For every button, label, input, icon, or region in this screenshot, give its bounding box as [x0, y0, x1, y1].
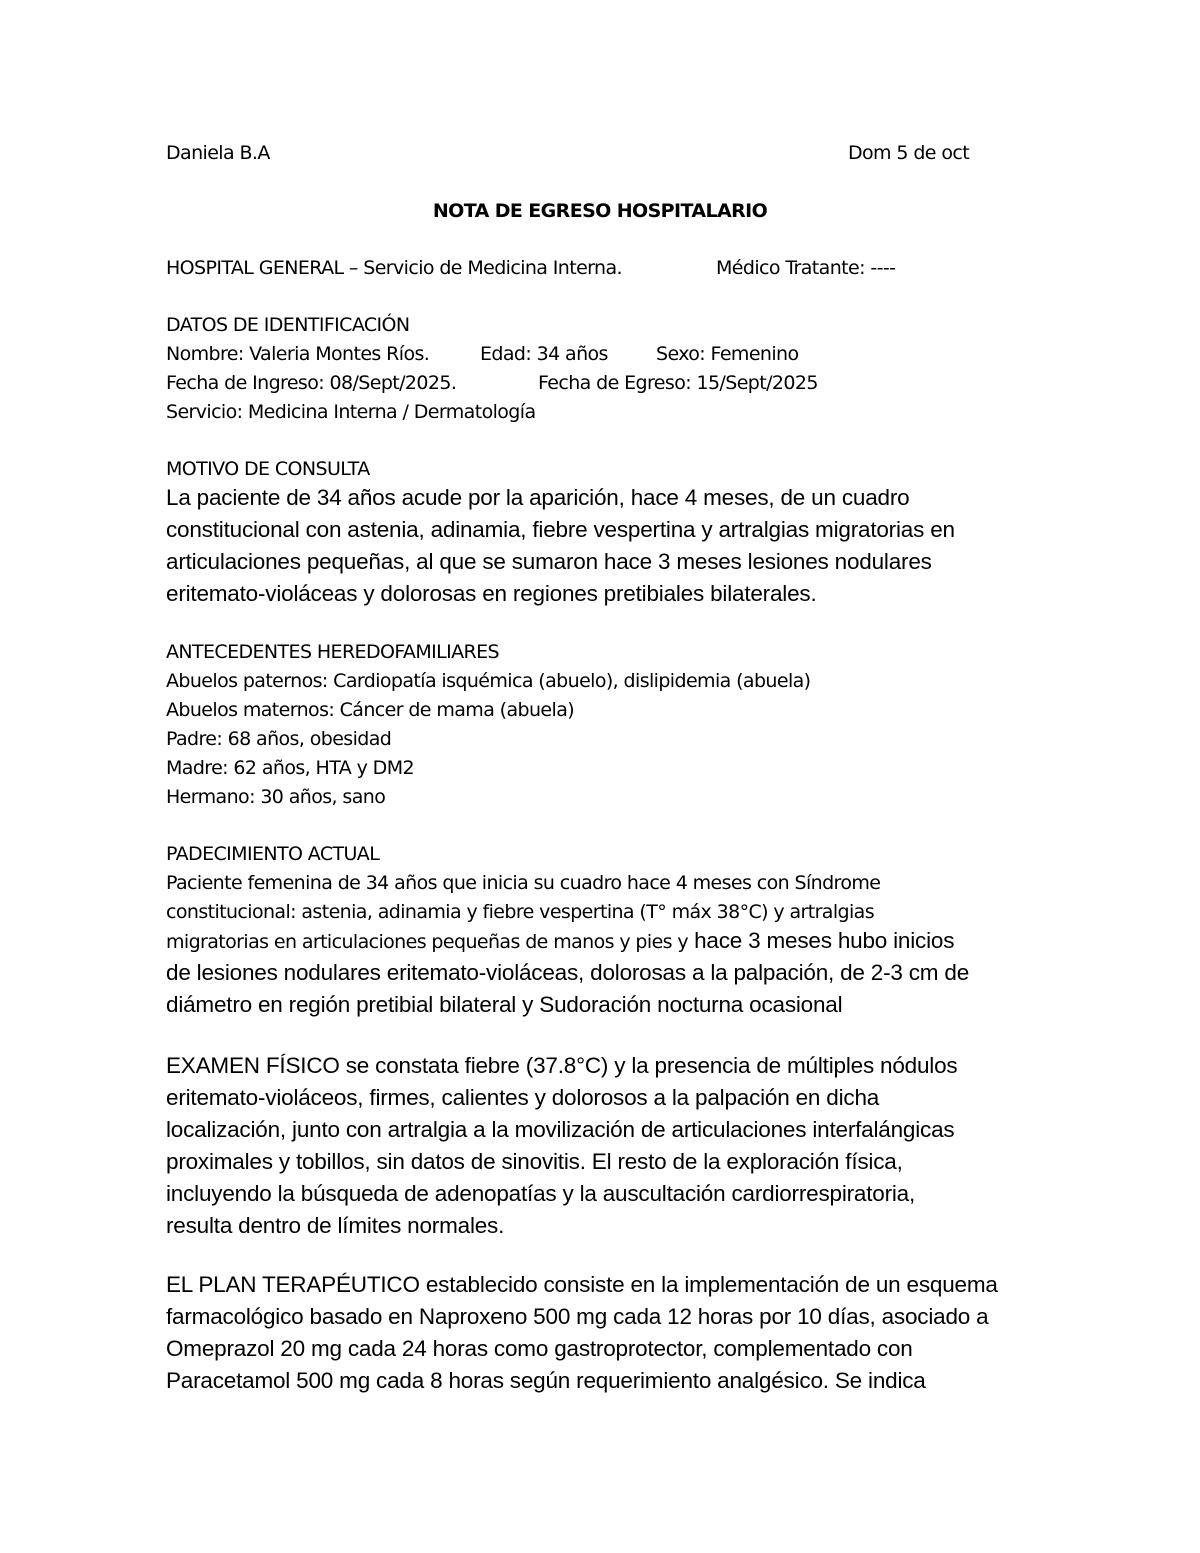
family-history-heading: ANTECEDENTES HEREDOFAMILIARES	[166, 641, 499, 663]
family-history-item: Hermano: 30 años, sano	[166, 786, 386, 808]
patient-sex: Sexo: Femenino	[656, 343, 799, 365]
family-history-item: Madre: 62 años, HTA y DM2	[166, 757, 414, 779]
hospital-service: HOSPITAL GENERAL – Servicio de Medicina Interna.	[166, 257, 622, 279]
patient-name: Nombre: Valeria Montes Ríos.	[166, 343, 430, 365]
admission-date: Fecha de Ingreso: 08/Sept/2025.	[166, 372, 457, 394]
physical-exam-line: incluyendo la búsqueda de adenopatías y la auscultación cardiorrespiratoria,	[166, 1181, 916, 1206]
document-title: NOTA DE EGRESO HOSPITALARIO	[432, 200, 768, 222]
consultation-line: constitucional con astenia, adinamia, fiebre vespertina y artralgias migratorias en	[166, 517, 955, 542]
current-illness-line: constitucional: astenia, adinamia y fiebre vespertina (T° máx 38°C) y artralgias	[166, 901, 875, 923]
family-history-item: Padre: 68 años, obesidad	[166, 728, 392, 750]
consultation-line: La paciente de 34 años acude por la aparición, hace 4 meses, de un cuadro	[166, 485, 910, 510]
current-illness-line: diámetro en región pretibial bilateral y Sudoración nocturna ocasional	[166, 992, 843, 1017]
identification-heading: DATOS DE IDENTIFICACIÓN	[166, 314, 410, 336]
current-illness-heading: PADECIMIENTO ACTUAL	[166, 843, 380, 865]
current-illness-segment: hace 3 meses hubo inicios	[688, 928, 955, 953]
treatment-plan-line: EL PLAN TERAPÉUTICO establecido consiste en la implementación de un esquema	[166, 1272, 998, 1297]
current-illness-line: Paciente femenina de 34 años que inicia su cuadro hace 4 meses con Síndrome	[166, 872, 881, 894]
current-illness-line: de lesiones nodulares eritemato-violáceas, dolorosas a la palpación, de 2-3 cm de	[166, 960, 970, 985]
patient-age: Edad: 34 años	[480, 343, 608, 365]
attending-doctor: Médico Tratante: ----	[716, 257, 896, 279]
consultation-line: articulaciones pequeñas, al que se sumaron hace 3 meses lesiones nodulares	[166, 549, 932, 574]
physical-exam-line: resulta dentro de límites normales.	[166, 1213, 505, 1238]
physical-exam-line: proximales y tobillos, sin datos de sinovitis. El resto de la exploración física,	[166, 1149, 903, 1174]
physical-exam-line: localización, junto con artralgia a la movilización de articulaciones interfalángicas	[166, 1117, 955, 1142]
consultation-line: eritemato-violáceas y dolorosas en regiones pretibiales bilaterales.	[166, 581, 817, 606]
treatment-plan-line: Paracetamol 500 mg cada 8 horas según requerimiento analgésico. Se indica	[166, 1368, 926, 1393]
treatment-plan-line: Omeprazol 20 mg cada 24 horas como gastroprotector, complementado con	[166, 1336, 913, 1361]
physical-exam-line: EXAMEN FÍSICO se constata fiebre (37.8°C) y la presencia de múltiples nódulos	[166, 1053, 958, 1078]
consultation-heading: MOTIVO DE CONSULTA	[166, 458, 370, 480]
family-history-item: Abuelos maternos: Cáncer de mama (abuela)	[166, 699, 575, 721]
discharge-date: Fecha de Egreso: 15/Sept/2025	[538, 372, 818, 394]
current-illness-line	[166, 928, 954, 954]
document-date: Dom 5 de oct	[848, 142, 970, 164]
service-line: Servicio: Medicina Interna / Dermatología	[166, 401, 536, 423]
author-name: Daniela B.A	[166, 142, 270, 164]
physical-exam-line: eritemato-violáceos, firmes, calientes y dolorosos a la palpación en dicha	[166, 1085, 880, 1110]
treatment-plan-line: farmacológico basado en Naproxeno 500 mg cada 12 horas por 10 días, asociado a	[166, 1304, 989, 1329]
current-illness-segment: migratorias en articulaciones pequeñas de manos y pies y	[166, 931, 689, 953]
family-history-item: Abuelos paternos: Cardiopatía isquémica (abuelo), dislipidemia (abuela)	[166, 670, 811, 692]
